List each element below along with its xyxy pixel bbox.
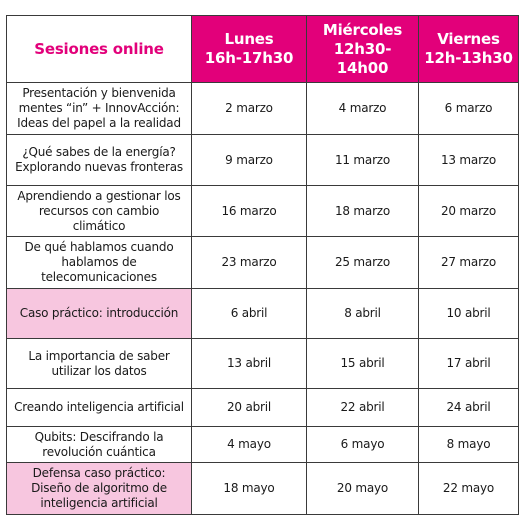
day-header-friday xyxy=(419,16,519,83)
session-date-wednesday: 15 abril xyxy=(307,339,419,389)
day-time: 12h30-14h00 xyxy=(333,39,392,77)
session-date-wednesday: 22 abril xyxy=(307,389,419,427)
table-row xyxy=(7,389,519,427)
session-topic: Creando inteligencia artificial xyxy=(7,389,192,427)
day-header-monday xyxy=(192,16,307,83)
day-name: Miércoles xyxy=(322,20,403,39)
session-date-wednesday: 6 mayo xyxy=(307,427,419,463)
day-name: Viernes xyxy=(437,30,500,48)
day-name: Lunes xyxy=(224,30,274,48)
session-date-friday: 10 abril xyxy=(419,289,519,339)
session-topic: La importancia de saber utilizar los datos xyxy=(7,339,192,389)
session-date-wednesday: 8 abril xyxy=(307,289,419,339)
session-topic: Qubits: Descifrando la revolución cuántica xyxy=(7,427,192,463)
session-date-monday: 18 mayo xyxy=(192,463,307,515)
session-topic: Defensa caso práctico: Diseño de algoritmo de inteligencia artificial xyxy=(7,463,192,515)
table-row xyxy=(7,237,519,289)
session-date-friday: 24 abril xyxy=(419,389,519,427)
session-date-wednesday: 4 marzo xyxy=(307,83,419,135)
header-row xyxy=(7,16,519,83)
session-date-wednesday: 18 marzo xyxy=(307,186,419,237)
table-row xyxy=(7,186,519,237)
table-row xyxy=(7,289,519,339)
session-date-friday: 20 marzo xyxy=(419,186,519,237)
session-date-friday: 17 abril xyxy=(419,339,519,389)
session-date-friday: 13 marzo xyxy=(419,135,519,186)
session-date-monday: 9 marzo xyxy=(192,135,307,186)
table-row xyxy=(7,135,519,186)
session-date-monday: 6 abril xyxy=(192,289,307,339)
table-row xyxy=(7,463,519,515)
session-date-friday: 6 marzo xyxy=(419,83,519,135)
session-date-friday: 8 mayo xyxy=(419,427,519,463)
session-date-wednesday: 11 marzo xyxy=(307,135,419,186)
day-time: 12h-13h30 xyxy=(424,49,513,67)
session-date-wednesday: 25 marzo xyxy=(307,237,419,289)
session-topic: ¿Qué sabes de la energía? Explorando nuevas fronteras xyxy=(7,135,192,186)
day-time: 16h-17h30 xyxy=(204,49,294,67)
session-date-monday: 20 abril xyxy=(192,389,307,427)
sessions-table xyxy=(6,15,519,515)
session-date-friday: 27 marzo xyxy=(419,237,519,289)
table-title: Sesiones online xyxy=(7,16,192,83)
session-date-monday: 13 abril xyxy=(192,339,307,389)
session-topic: Caso práctico: introducción xyxy=(7,289,192,339)
session-topic: Aprendiendo a gestionar los recursos con cambio climático xyxy=(7,186,192,237)
session-topic: De qué hablamos cuando hablamos de telecomunicaciones xyxy=(7,237,192,289)
session-date-monday: 16 marzo xyxy=(192,186,307,237)
session-date-wednesday: 20 mayo xyxy=(307,463,419,515)
session-topic: Presentación y bienvenida mentes “in” + InnovAcción: Ideas del papel a la realidad xyxy=(7,83,192,135)
session-date-monday: 4 mayo xyxy=(192,427,307,463)
table-row xyxy=(7,427,519,463)
session-date-monday: 2 marzo xyxy=(192,83,307,135)
table-row xyxy=(7,83,519,135)
day-header-wednesday xyxy=(307,16,419,83)
session-date-monday: 23 marzo xyxy=(192,237,307,289)
table-row xyxy=(7,339,519,389)
session-date-friday: 22 mayo xyxy=(419,463,519,515)
